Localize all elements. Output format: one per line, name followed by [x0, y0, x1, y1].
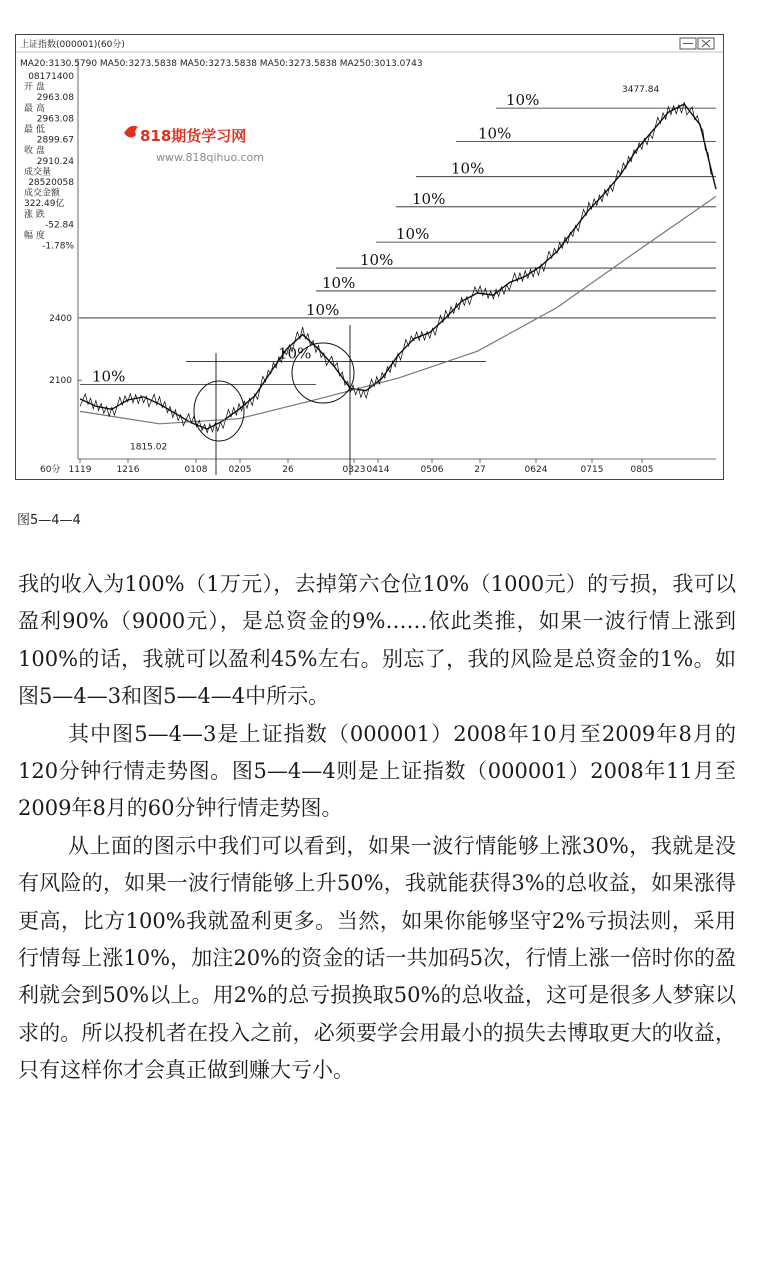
watermark-logo [124, 126, 264, 164]
y-axis-ticks [49, 314, 82, 386]
y-tick-label: 2400 [49, 313, 72, 324]
level-label: 10% [412, 189, 446, 208]
paragraph: 我的收入为100%（1万元），去掉第六仓位10%（1000元）的亏损，我可以盈利90%（9000元），是总资金的9%……依此类推，如果一波行情上涨到100%的话，我就可以盈利45%左右。别忘了，我的风险是总资金的1%。如图5—4—3和图5—4—4中所示。 [18, 572, 736, 709]
watermark-brand: 818期货学习网 [140, 127, 247, 145]
x-axis-ticks [40, 459, 653, 475]
x-tick-label: 27 [474, 465, 486, 475]
info-item: 成交金额 [24, 188, 61, 199]
info-item: 最 高 [24, 103, 45, 114]
level-label: 10% [506, 91, 540, 110]
info-item: 08171400 [28, 72, 74, 82]
x-tick-label: 0506 [420, 465, 444, 475]
window-controls[interactable] [680, 38, 714, 49]
info-item: -1.78% [42, 241, 74, 252]
info-item: 最 低 [24, 125, 45, 135]
high-price-label: 3477.84 [622, 85, 660, 96]
quote-info-panel [24, 72, 74, 252]
info-item: 2899.67 [36, 135, 74, 146]
x-tick-label: 0205 [228, 465, 252, 475]
low-price-label: 1815.02 [130, 442, 168, 453]
info-item: 2910.24 [36, 156, 74, 167]
x-tick-label: 0715 [580, 465, 604, 475]
info-item: -52.84 [44, 220, 74, 231]
chart-window-title: 上证指数(000001)(60分) [20, 40, 125, 50]
ma-indicator-line: MA20:3130.5790 MA50:3273.5838 MA50:3273.5838 MA50:3273.5838 MA250:3013.0743 [20, 59, 423, 69]
body-text [18, 566, 736, 1090]
x-tick-label: 0414 [366, 465, 390, 475]
highlight-circle-2 [292, 343, 354, 403]
level-label: 10% [478, 124, 512, 143]
flame-icon [124, 126, 138, 138]
info-item: 涨 跌 [24, 209, 45, 220]
level-label: 10% [360, 251, 394, 270]
info-item: 322.49亿 [24, 199, 65, 210]
chart-canvas [16, 35, 723, 479]
figure-caption: 图5—4—4 [17, 513, 81, 528]
x-tick-label: 1216 [116, 465, 140, 475]
level-label: 10% [306, 300, 340, 319]
x-tick-label: 0624 [524, 465, 548, 475]
info-item: 成交量 [24, 167, 52, 178]
info-item: 2963.08 [36, 114, 74, 125]
x-tick-label: 0108 [184, 465, 208, 475]
level-label: 10% [396, 225, 430, 244]
x-tick-label: 26 [282, 465, 294, 475]
level-label: 10% [322, 273, 356, 292]
x-tick-label: 1119 [68, 465, 92, 475]
info-item: 开 盘 [24, 82, 45, 93]
chart-figure [15, 34, 724, 480]
x-tick-label: 60分 [40, 465, 61, 475]
level-label: 10% [451, 159, 485, 178]
info-item: 幅 度 [24, 231, 45, 241]
level-label: 10% [92, 367, 126, 386]
x-tick-label: 0323 [342, 465, 366, 475]
info-item: 28520058 [28, 178, 74, 188]
level-label: 10% [278, 344, 312, 363]
paragraph: 其中图5—4—3是上证指数（000001）2008年10月至2009年8月的120分钟行情走势图。图5—4—4则是上证指数（000001）2008年11月至2009年8月的60分钟行情走势图。 [18, 721, 736, 821]
x-tick-label: 0805 [630, 465, 654, 475]
info-item: 2963.08 [36, 93, 74, 104]
paragraph: 从上面的图示中我们可以看到，如果一波行情能够上涨30%，我就是没有风险的，如果一波行情能够上升50%，我就能获得3%的总收益，如果涨得更高，比方100%我就盈利更多。当然，如果你能够坚守2%亏损法则，采用行情每上涨10%，加注20%的资金的话一共加码5次，行情上涨一倍时你的盈利就会到50%以上。用2%的总亏损换取50%的总收益，这可是很多人梦寐以求的。所以投机者在投入之前，必须要学会用最小的损失去博取更大的收益，只有这样你才会真正做到赚大亏小。 [18, 833, 736, 1083]
y-tick-label: 2100 [49, 376, 72, 387]
watermark-url: www.818qihuo.com [156, 151, 264, 164]
info-item: 收 盘 [24, 146, 45, 157]
